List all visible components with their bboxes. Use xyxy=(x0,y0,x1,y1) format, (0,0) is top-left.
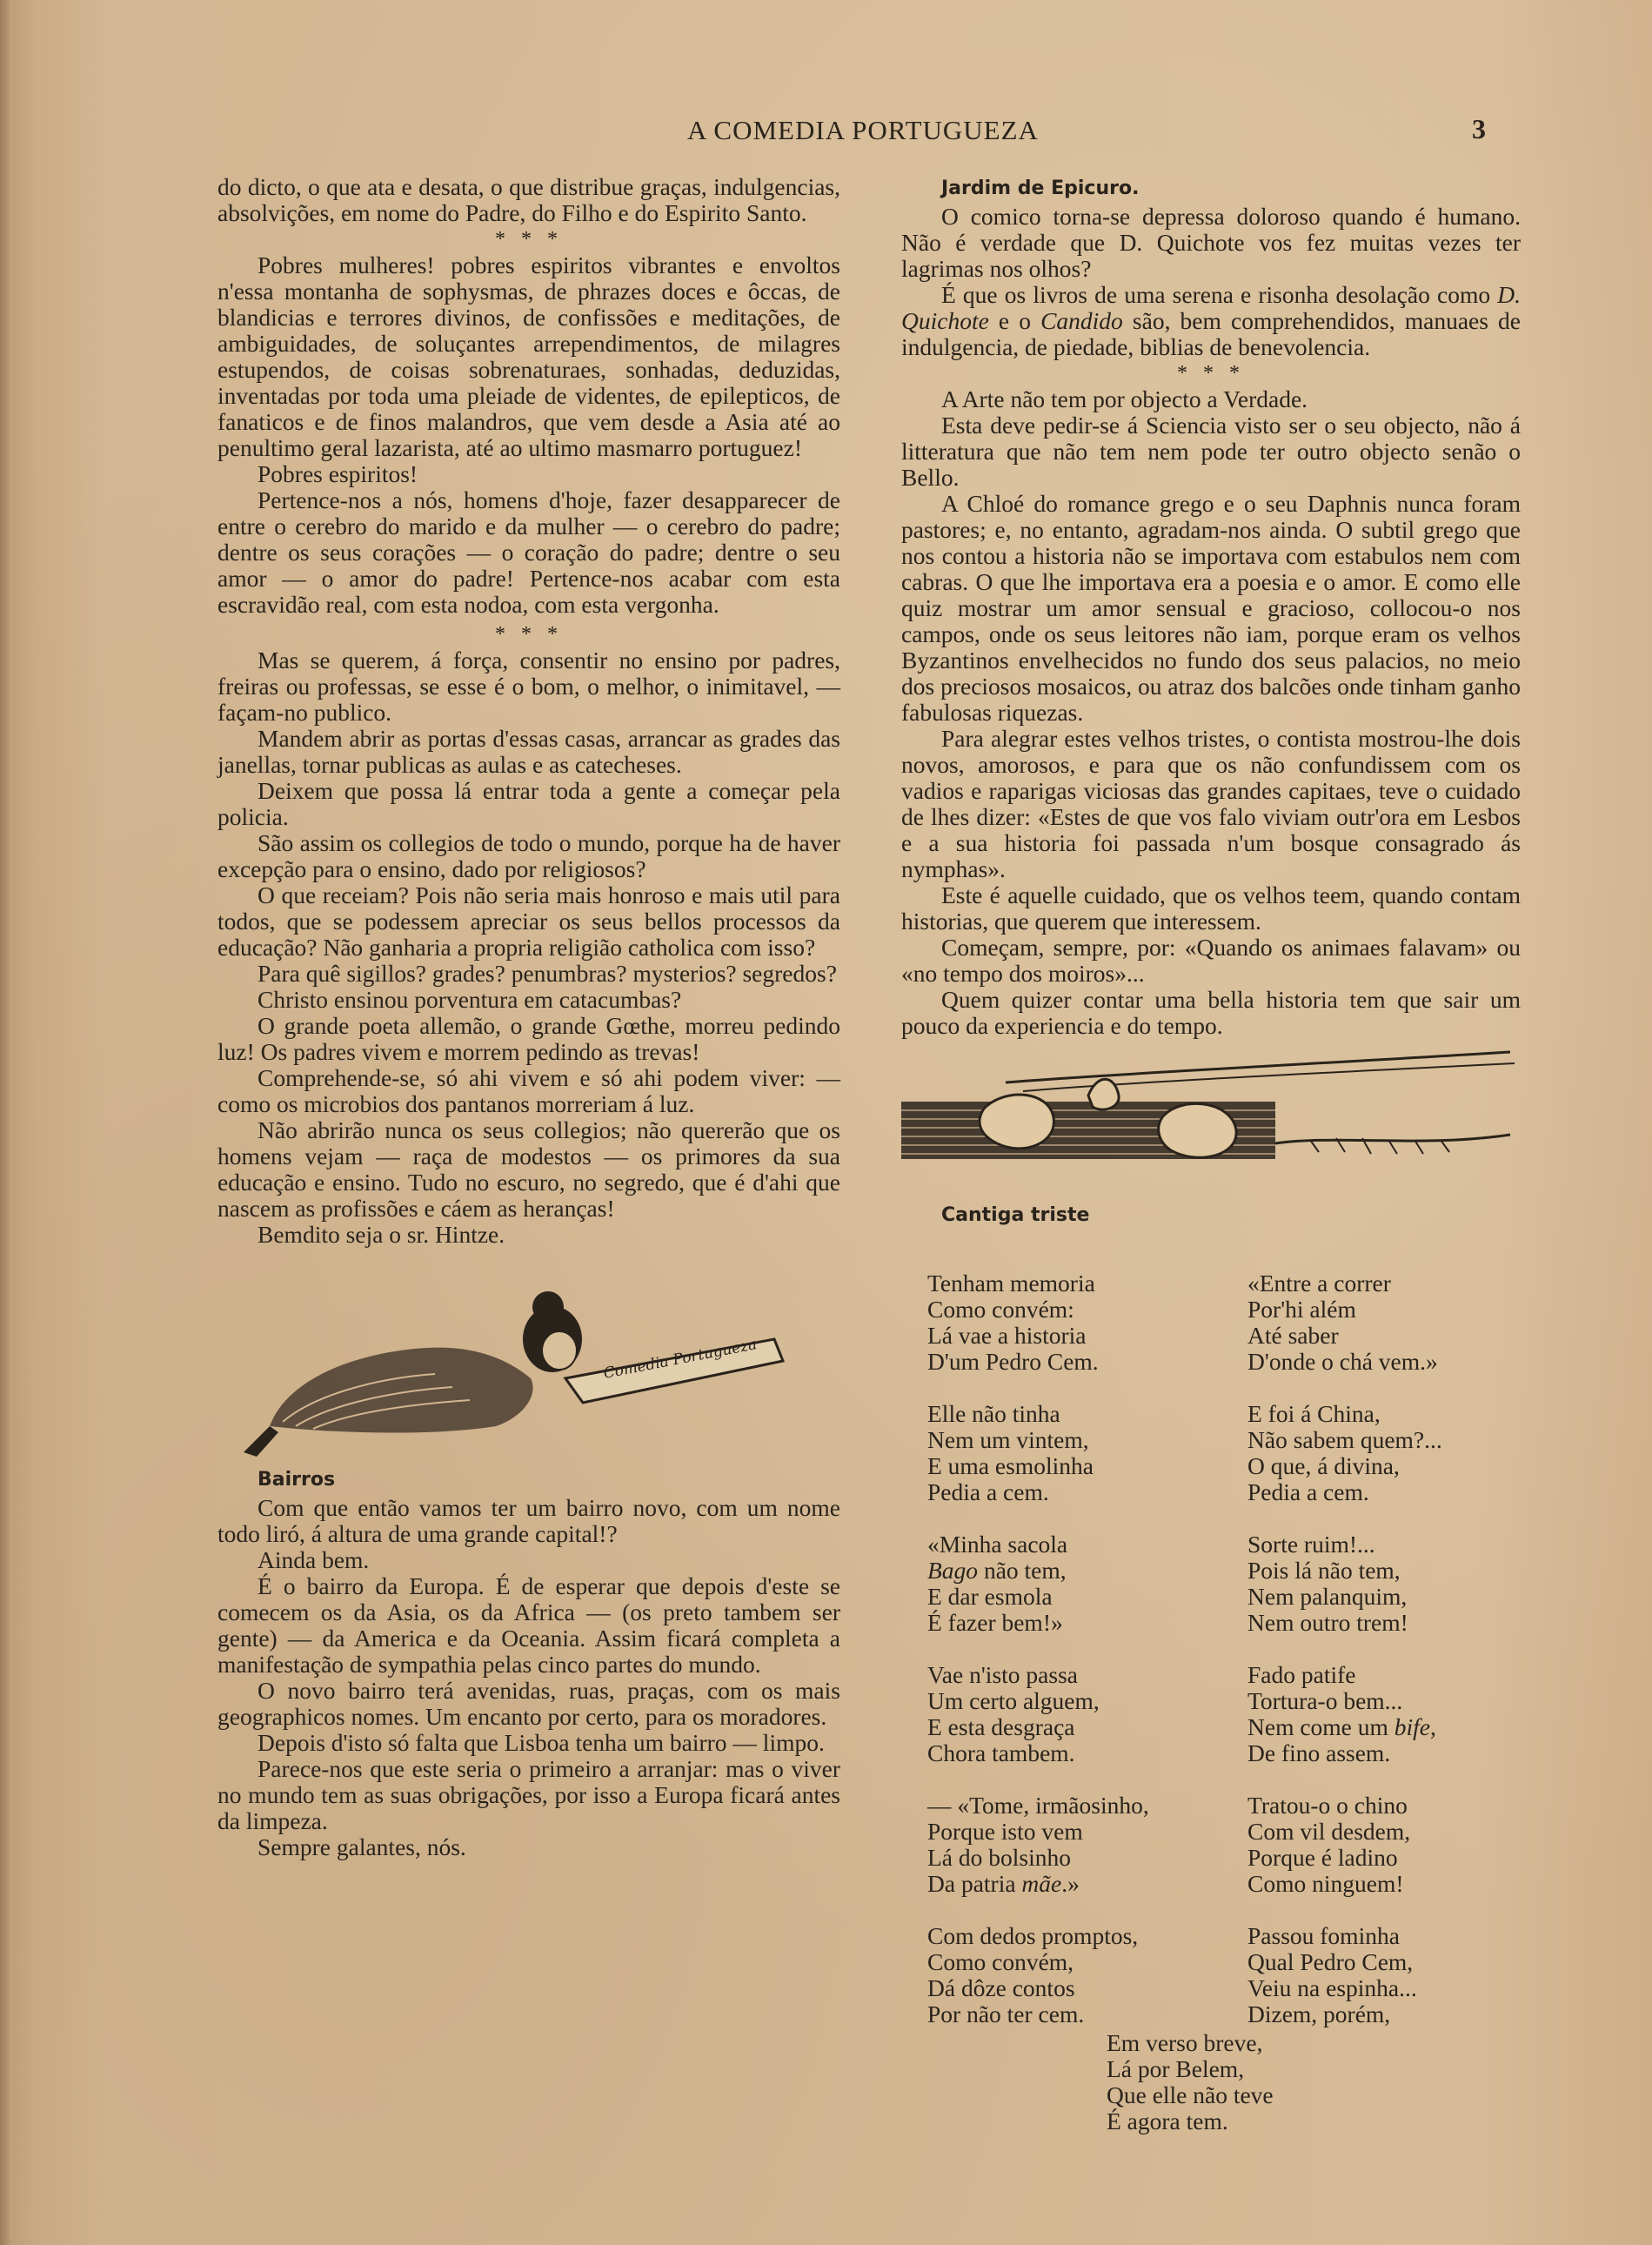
newspaper-title: A COMEDIA PORTUGUEZA xyxy=(687,115,1039,145)
stanza: «Entre a correr Por'hi além Até saber D'onde o chá vem.» xyxy=(1247,1270,1438,1375)
stanza: Com dedos promptos, Como convém, Dá dôze contos Por não ter cem. xyxy=(927,1922,1139,2027)
paragraph: O novo bairro terá avenidas, ruas, praças, com os mais geographicos nomes. Um encanto por certo, para os moradores. xyxy=(217,1677,840,1730)
illustration-reading-figure xyxy=(217,1248,840,1465)
paragraph: Para quê sigillos? grades? penumbras? mysterios? segredos? xyxy=(257,960,837,987)
paragraph: Quem quizer contar uma bella historia tem que sair um pouco da experiencia e do tempo. xyxy=(901,986,1521,1039)
page-header xyxy=(0,115,1652,150)
paragraph: O que receiam? Pois não seria mais honroso e mais util para todos, que se podessem apreciar os seus bellos processos da educação? Não ganharia a propria religião catholica com isso? xyxy=(217,881,840,961)
paragraph: É o bairro da Europa. É de esperar que depois d'este se comecem os da Asia, os da Africa — (os preto tambem ser gente) — da America e da Oceania. Assim ficará completa a manifestação de sympathia pelas cinco partes do mundo. xyxy=(217,1572,840,1678)
stanza: Vae n'isto passa Um certo alguem, E esta desgraça Chora tambem. xyxy=(927,1661,1100,1766)
page-edge xyxy=(0,0,12,2245)
section-separator: * * * xyxy=(495,623,563,646)
paragraph: Este é aquelle cuidado, que os velhos teem, quando contam historias, que querem que interessem. xyxy=(901,881,1521,935)
right-column xyxy=(901,174,1521,1230)
woman-reading-illustration xyxy=(217,1248,840,1465)
stanza: Tratou-o o chino Com vil desdem, Porque é ladino Como ninguem! xyxy=(1247,1792,1411,1897)
poppy-vignette xyxy=(901,1048,1521,1196)
paragraph: Mandem abrir as portas d'essas casas, arrancar as grades das janellas, tornar publicas as aulas e as catecheses. xyxy=(217,725,840,778)
paragraph: São assim os collegios de todo o mundo, porque ha de haver excepção para o ensino, dado por religiosos? xyxy=(217,829,840,882)
stanza: Sorte ruim!... Pois lá não tem, Nem palanquim, Nem outro trem! xyxy=(1247,1531,1408,1636)
section-separator: * * * xyxy=(495,228,563,251)
paragraph: Depois d'isto só falta que Lisboa tenha um bairro — limpo. xyxy=(257,1729,825,1756)
paragraph: Esta deve pedir-se á Sciencia visto ser o seu objecto, não á litteratura que não tem nem pode ter outro objecto senão o Bello. xyxy=(901,412,1521,491)
paragraph: Deixem que possa lá entrar toda a gente a começar pela policia. xyxy=(217,777,840,830)
paragraph: Pobres mulheres! pobres espiritos vibrantes e envoltos n'essa montanha de sophysmas, de phrazes doces e ôccas, de blandicias e terrores divinos, de confissões e meditações, de ambiguidades, de soluçantes arrependimentos, de milagres estupendos, de coisas sobrenaturaes, sonhadas, deduzidas, inventadas por toda uma pleiade de videntes, de epilepticos, de fanaticos e de finos malandros, que vem desde a Asia até ao penultimo geral lazarista, até ao ultimo masmarro portuguez! xyxy=(217,251,840,461)
paragraph: Sempre galantes, nós. xyxy=(257,1833,466,1860)
left-column xyxy=(217,174,840,1860)
poem-column-2 xyxy=(1247,1270,1526,2054)
paragraph: Não abrirão nunca os seus collegios; não quererão que os homens vejam — raça de modestos — os primores da sua educação e ensino. Tudo no escuro, no segredo, que é d'ahi que nascem as profissões e cáem as heranças! xyxy=(217,1116,840,1222)
stanza: Fado patife Tortura-o bem... Nem come um bife, De fino assem. xyxy=(1247,1661,1436,1766)
paragraph: O comico torna-se depressa doloroso quando é humano. Não é verdade que D. Quichote vos fez muitas vezes ter lagrimas nos olhos? xyxy=(901,203,1521,282)
section-heading-cantiga: Cantiga triste xyxy=(941,1204,1090,1226)
stanza: «Minha sacola Bago não tem, E dar esmola É fazer bem!» xyxy=(927,1531,1068,1636)
stanza: Tenham memoria Como convém: Lá vae a historia D'um Pedro Cem. xyxy=(927,1270,1099,1375)
paragraph: Começam, sempre, por: «Quando os animaes falavam» ou «no tempo dos moiros»... xyxy=(901,934,1521,987)
section-separator: * * * xyxy=(1177,362,1245,385)
paragraph: Mas se querem, á força, consentir no ensino por padres, freiras ou professas, se esse é o bom, o melhor, o inimitavel, — façam-no publico. xyxy=(217,647,840,726)
paragraph: Com que então vamos ter um bairro novo, com um nome todo liró, á altura de uma grande capital!? xyxy=(217,1494,840,1547)
stanza: Passou fominha Qual Pedro Cem, Veiu na espinha... Dizem, porém, xyxy=(1247,1922,1417,2027)
stanza: E foi á China, Não sabem quem?... O que, á divina, Pedia a cem. xyxy=(1247,1400,1442,1505)
flower-illustration xyxy=(901,1048,1521,1196)
section-heading-jardim: Jardim de Epicuro. xyxy=(941,178,1140,199)
paragraph: Bemdito seja o sr. Hintze. xyxy=(257,1221,505,1248)
page-number: 3 xyxy=(1472,113,1486,144)
paragraph: A Arte não tem por objecto a Verdade. xyxy=(941,385,1308,412)
paragraph: do dicto, o que ata e desata, o que distribue graças, indulgencias, absolvições, em nome do Padre, do Filho e do Espirito Santo. xyxy=(217,173,840,226)
section-heading-bairros: Bairros xyxy=(257,1469,336,1491)
stanza: — «Tome, irmãosinho, Porque isto vem Lá do bolsinho Da patria mãe.» xyxy=(927,1792,1149,1897)
paragraph: Christo ensinou porventura em catacumbas? xyxy=(257,986,682,1013)
paragraph: Parece-nos que este seria o primeiro a arranjar: mas o viver no mundo tem as suas obrigações, por isso a Europa ficará antes da limpeza. xyxy=(217,1755,840,1834)
poem-final-stanza: Em verso breve, Lá por Belem, Que elle não teve É agora tem. xyxy=(1107,2029,1274,2134)
paragraph: É que os livros de uma serena e risonha desolação como D. Quichote e o Candido são, bem comprehendidos, manuaes de indulgencia, de piedade, biblias de benevolencia. xyxy=(901,281,1521,360)
stanza: Elle não tinha Nem um vintem, E uma esmolinha Pedia a cem. xyxy=(927,1400,1094,1505)
paragraph: Pobres espiritos! xyxy=(257,460,418,487)
paragraph: Comprehende-se, só ahi vivem e só ahi podem viver: — como os microbios dos pantanos morreriam á luz. xyxy=(217,1064,840,1117)
paragraph: A Chloé do romance grego e o seu Daphnis nunca foram pastores; e, no entanto, agradam-nos ainda. O subtil grego que nos contou a historia não se importava com estabulos nem com cabras. O que lhe importava era a poesia e o amor. E como elle quiz mostrar um amor sensual e gracioso, collocou-o nos campos, onde os seus leitores não iam, porque eram os velhos Byzantinos envelhecidos no fundo dos seus palacios, no meio dos preciosos mosaicos, ou atraz dos balcões onde tinham ganho fabulosas riquezas. xyxy=(901,490,1521,726)
paragraph: O grande poeta allemão, o grande Gœthe, morreu pedindo luz! Os padres vivem e morrem pedindo as trevas! xyxy=(217,1012,840,1065)
paragraph: Ainda bem. xyxy=(257,1546,370,1573)
paragraph: Para alegrar estes velhos tristes, o contista mostrou-lhe dois novos, amorosos, e para que os não confundissem com os vadios e raparigas viciosas das grandes capitaes, teve o cuidado de lhes dizer: «Estes de que vos falo viviam outr'ora em Lesbos e a sua historia foi passada n'um bosque consagrado ás nymphas». xyxy=(901,725,1521,882)
paragraph: Pertence-nos a nós, homens d'hoje, fazer desapparecer de entre o cerebro do marido e da mulher — o cerebro do padre; dentre os seus corações — o coração do padre; dentre o seu amor — o amor do padre! Pertence-nos acabar com esta escravidão real, com esta nodoa, com esta vergonha. xyxy=(217,486,840,618)
illustration-caption: Comedia Portugueza xyxy=(602,1336,759,1383)
poem-column-1 xyxy=(927,1270,1241,2054)
